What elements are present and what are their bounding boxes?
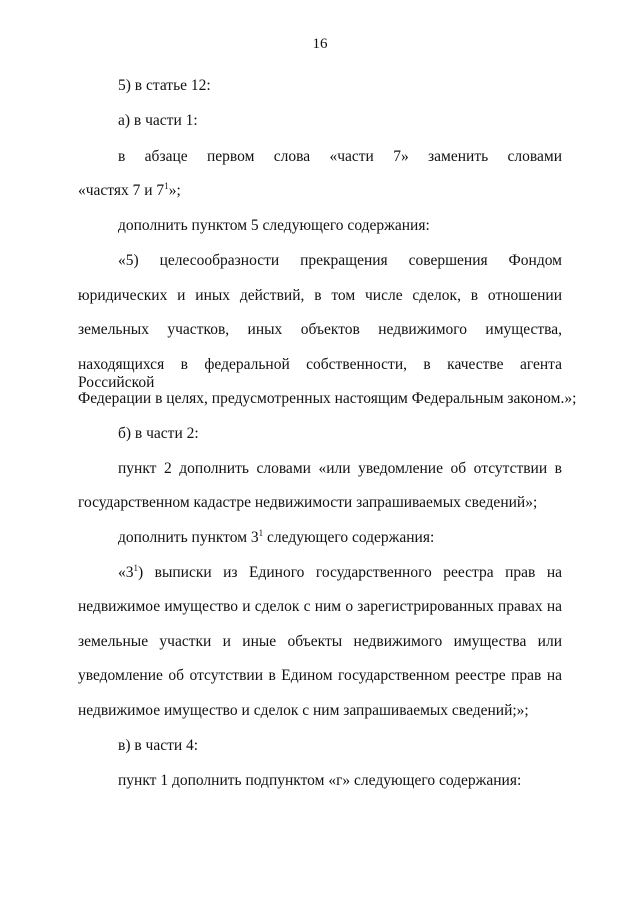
paragraph-item-3-1-line1: «$3^1$ ) выписки из Единого государственного реестра прав на (118, 563, 562, 581)
paragraph-item-5-line3: земельных участков, иных объектов недвижимого имущества, (78, 321, 562, 338)
paragraph-item-5-line2: юридических и иных действий, в том числе сделок, в отношении (78, 287, 562, 304)
paragraph-add-subitem-g: пункт 1 дополнить подпунктом «г» следующего содержания: (118, 772, 522, 789)
paragraph-part-1: а) в части 1: (118, 112, 198, 129)
paragraph-item-5-line4: находящихся в федеральной собственности, в качестве агента Российской (78, 356, 562, 391)
paragraph-part-4: в) в части 4: (118, 737, 199, 754)
paragraph-replace-words-line2: «частях 7 и $7^1$»; (78, 181, 181, 199)
paragraph-add-item-3-1: дополнить пунктом $3^1$ следующего содержания: (118, 528, 435, 546)
superscript: 1 (258, 528, 264, 538)
paragraph-item-3-1-line4: уведомление об отсутствии в Едином государственном реестре прав на (78, 667, 562, 684)
paragraph-article-12: 5) в статье 12: (118, 77, 211, 94)
paragraph-add-item-5: дополнить пунктом 5 следующего содержания: (118, 217, 430, 234)
paragraph-item-2-line1: пункт 2 дополнить словами «или уведомление об отсутствии в (118, 460, 562, 477)
paragraph-item-3-1-line3: земельные участки и иные объекты недвижимого имущества или (78, 633, 562, 650)
paragraph-item-5-line1: «5) целесообразности прекращения совершения Фондом (118, 252, 562, 269)
paragraph-item-3-1-line5: недвижимое имущество и сделок с ним запрашиваемых сведений;»; (78, 702, 529, 719)
paragraph-item-2-line2: государственном кадастре недвижимости запрашиваемых сведений»; (78, 494, 538, 511)
superscript: 1 (133, 563, 138, 573)
paragraph-replace-words-line1: в абзаце первом слова «части 7» заменить словами (118, 148, 562, 165)
page-number: 16 (312, 36, 328, 52)
paragraph-item-5-line5: Федерации в целях, предусмотренных настоящим Федеральным законом.»; (78, 390, 577, 407)
paragraph-part-2: б) в части 2: (118, 425, 199, 442)
paragraph-item-3-1-line2: недвижимое имущество и сделок с ним о зарегистрированных правах на (78, 598, 562, 615)
superscript: 1 (164, 181, 169, 191)
